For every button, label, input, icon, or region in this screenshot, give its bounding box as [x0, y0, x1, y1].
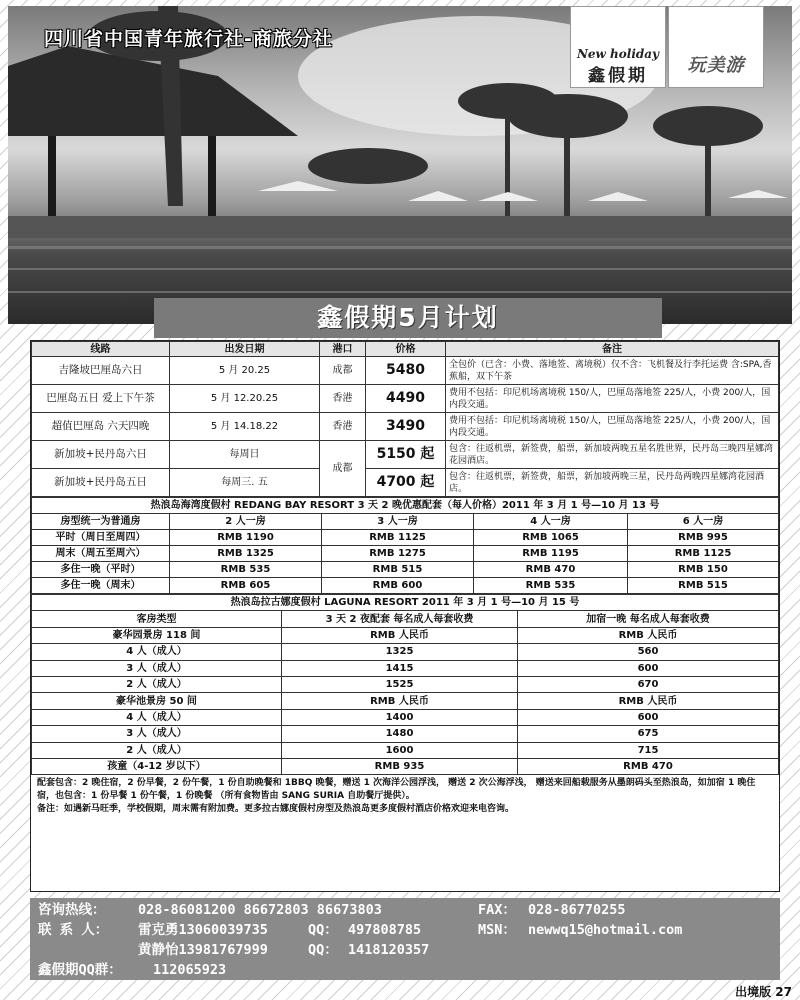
- column-header: 2 人一房: [170, 514, 322, 530]
- laguna-title: 热浪岛拉古娜度假村 LAGUNA RESORT 2011 年 3 月 1 号—10 月 15 号: [32, 595, 779, 611]
- table-cell: 670: [518, 676, 779, 692]
- table-cell: RMB 535: [170, 562, 322, 578]
- contact-person-row: [38, 920, 772, 940]
- table-cell: 4 人（成人）: [32, 709, 282, 725]
- price-cell: 4490: [366, 385, 446, 413]
- package-notes: [31, 775, 779, 818]
- table-cell: 1400: [282, 709, 518, 725]
- table-header-row: [32, 611, 779, 627]
- price-cell: 5480: [366, 357, 446, 385]
- table-cell: RMB 1190: [170, 530, 322, 546]
- table-cell: RMB 600: [322, 578, 474, 594]
- table-row: [32, 385, 779, 413]
- contact-person-row: [38, 940, 772, 960]
- dates-cell: 每周日: [170, 441, 320, 469]
- price-cell: 5150 起: [366, 441, 446, 469]
- table-cell: 1480: [282, 726, 518, 742]
- qq-label: QQ：: [308, 942, 338, 958]
- column-header: 价格: [366, 342, 446, 357]
- note-cell: 全包价（已含：小费、落地签、离境税）仅不含：飞机餐及行李托运费 含:SPA,香蕉船，双下午茶: [446, 357, 779, 385]
- table-row: [32, 627, 779, 643]
- plan-title-banner: 鑫假期5月计划: [154, 298, 662, 338]
- table-cell: 平时（周日至周四）: [32, 530, 170, 546]
- table-row: [32, 742, 779, 758]
- qq-group-number: 112065923: [153, 962, 227, 978]
- table-row: [32, 578, 779, 594]
- table-cell: RMB 935: [282, 758, 518, 774]
- table-cell: 600: [518, 660, 779, 676]
- route-cell: 吉隆坡巴厘岛六日: [32, 357, 170, 385]
- table-cell: RMB 995: [628, 530, 779, 546]
- dates-cell: 5 月 14.18.22: [170, 413, 320, 441]
- table-cell: 3 人（成人）: [32, 660, 282, 676]
- table-row: [32, 546, 779, 562]
- column-header: 3 人一房: [322, 514, 474, 530]
- table-cell: 多住一晚（平时）: [32, 562, 170, 578]
- msn-label: MSN：: [478, 922, 516, 938]
- content-frame: [30, 340, 780, 892]
- note-cell: 费用不包括：印尼机场离境税 150/人，巴厘岛落地签 225/人，小费 200/人，国内段交通。: [446, 385, 779, 413]
- table-cell: RMB 605: [170, 578, 322, 594]
- table-cell: 1325: [282, 644, 518, 660]
- table-cell: 1525: [282, 676, 518, 692]
- table-cell: RMB 515: [628, 578, 779, 594]
- column-header: 备注: [446, 342, 779, 357]
- table-cell: 2 人（成人）: [32, 742, 282, 758]
- table-cell: RMB 1125: [322, 530, 474, 546]
- qq-number: 497808785: [348, 922, 422, 938]
- table-cell: 1415: [282, 660, 518, 676]
- table-row: [32, 660, 779, 676]
- new-holiday-logo: [570, 6, 666, 88]
- column-header: 客房类型: [32, 611, 282, 627]
- table-cell: 715: [518, 742, 779, 758]
- column-header: 线路: [32, 342, 170, 357]
- route-cell: 新加坡+民丹岛五日: [32, 469, 170, 497]
- logo-english-text: New holiday: [576, 47, 660, 61]
- table-row: [32, 530, 779, 546]
- hotline-numbers: 028-86081200 86672803 86673803: [138, 902, 382, 918]
- table-cell: 4 人（成人）: [32, 644, 282, 660]
- fax-label: FAX：: [478, 902, 516, 918]
- table-cell: 2 人（成人）: [32, 676, 282, 692]
- table-cell: RMB 人民币: [518, 693, 779, 709]
- port-cell: 成都: [320, 357, 366, 385]
- column-header: 4 人一房: [474, 514, 628, 530]
- table-header-row: [32, 342, 779, 357]
- table-cell: RMB 1325: [170, 546, 322, 562]
- table-row: [32, 644, 779, 660]
- note-cell: 包含：往返机票，新签费，船票，新加坡两晚五星名胜世界，民丹岛三晚四星娜湾花园酒店。: [446, 441, 779, 469]
- table-cell: RMB 515: [322, 562, 474, 578]
- hotline-label: 咨询热线：: [38, 902, 106, 918]
- dates-cell: 5 月 12.20.25: [170, 385, 320, 413]
- table-cell: 560: [518, 644, 779, 660]
- table-row: [32, 562, 779, 578]
- redang-bay-title: 热浪岛海湾度假村 REDANG BAY RESORT 3 天 2 晚优惠配套（每人价格）2011 年 3 月 1 号—10 月 13 号: [32, 498, 779, 514]
- column-header: 出发日期: [170, 342, 320, 357]
- page-number: 出境版 27: [735, 985, 792, 999]
- port-cell: 成都: [320, 441, 366, 497]
- fax-number: 028-86770255: [528, 902, 626, 918]
- table-cell: RMB 人民币: [282, 627, 518, 643]
- logo-fun-text: 玩美游: [687, 55, 745, 76]
- table-cell: RMB 1065: [474, 530, 628, 546]
- dates-cell: 5 月 20.25: [170, 357, 320, 385]
- qq-label: QQ：: [308, 922, 338, 938]
- table-cell: 3 人（成人）: [32, 726, 282, 742]
- table-cell: RMB 535: [474, 578, 628, 594]
- hotline-row: [38, 900, 772, 920]
- table-cell: RMB 470: [474, 562, 628, 578]
- route-cell: 新加坡+民丹岛六日: [32, 441, 170, 469]
- column-header: 房型统一为普通房: [32, 514, 170, 530]
- column-header: 加宿一晚 每名成人每套收费: [518, 611, 779, 627]
- table-row: [32, 758, 779, 774]
- table-row: [32, 693, 779, 709]
- route-cell: 巴厘岛五日 爱上下午茶: [32, 385, 170, 413]
- msn-address[interactable]: newwq15@hotmail.com: [528, 922, 683, 938]
- contact-person-1: 雷克勇13060039735: [138, 922, 268, 938]
- table-cell: 多住一晚（周末）: [32, 578, 170, 594]
- tour-price-table: [31, 341, 779, 497]
- contact-block: [30, 898, 780, 980]
- laguna-resort-table: [31, 594, 779, 775]
- table-row: [32, 357, 779, 385]
- table-header-row: [32, 514, 779, 530]
- table-row: [32, 709, 779, 725]
- table-cell: 600: [518, 709, 779, 725]
- remark-text: 备注：如遇新马旺季，学校假期，周末需有附加费。更多拉古娜度假村房型及热浪岛更多度假村酒店价格欢迎来电咨询。: [37, 804, 515, 815]
- table-cell: 周末（周五至周六）: [32, 546, 170, 562]
- note-cell: 包含：往返机票，新签费，船票，新加坡两晚三星，民丹岛两晚四星娜湾花园酒店。: [446, 469, 779, 497]
- table-row: [32, 726, 779, 742]
- price-cell: 3490: [366, 413, 446, 441]
- table-cell: 豪华园景房 118 间: [32, 627, 282, 643]
- table-cell: RMB 1125: [628, 546, 779, 562]
- contact-person-2: 黄静怡13981767999: [138, 942, 268, 958]
- table-cell: RMB 人民币: [282, 693, 518, 709]
- table-row: [32, 413, 779, 441]
- qq-number: 1418120357: [348, 942, 430, 958]
- table-cell: 675: [518, 726, 779, 742]
- column-header: 3 天 2 夜配套 每名成人每套收费: [282, 611, 518, 627]
- table-cell: 豪华池景房 50 间: [32, 693, 282, 709]
- note-cell: 费用不包括：印尼机场离境税 150/人，巴厘岛落地签 225/人，小费 200/人，国内段交通。: [446, 413, 779, 441]
- table-row: [32, 469, 779, 497]
- table-row: [32, 676, 779, 692]
- table-cell: RMB 1275: [322, 546, 474, 562]
- price-cell: 4700 起: [366, 469, 446, 497]
- route-cell: 超值巴厘岛 六天四晚: [32, 413, 170, 441]
- fun-travel-logo: [668, 6, 764, 88]
- table-cell: RMB 人民币: [518, 627, 779, 643]
- table-cell: 孩童（4-12 岁以下）: [32, 758, 282, 774]
- qq-group-row: [38, 960, 772, 980]
- port-cell: 香港: [320, 413, 366, 441]
- agency-name: 四川省中国青年旅行社-商旅分社: [44, 28, 333, 50]
- table-cell: RMB 150: [628, 562, 779, 578]
- package-includes-text: 配套包含：2 晚住宿，2 份早餐，2 份午餐，1 份自助晚餐和 1BBQ 晚餐，赠送 1 次海洋公园浮浅， 赠送 2 次公海浮浅， 赠送来回船载服务从墨朗码头至热浪岛，如加宿 1 晚住宿，也包含：1 份早餐 1 份午餐，1 份晚餐 （所有食物皆由 SANG SURIA 自助餐厅提供）。: [37, 778, 756, 802]
- table-cell: 1600: [282, 742, 518, 758]
- hero-photo: [8, 6, 792, 324]
- column-header: 6 人一房: [628, 514, 779, 530]
- port-cell: 香港: [320, 385, 366, 413]
- redang-bay-table: [31, 497, 779, 594]
- dates-cell: 每周三. 五: [170, 469, 320, 497]
- qq-group-label: 鑫假期QQ群：: [38, 962, 122, 978]
- contact-label: 联 系 人：: [38, 922, 109, 938]
- column-header: 港口: [320, 342, 366, 357]
- table-cell: RMB 1195: [474, 546, 628, 562]
- table-row: [32, 441, 779, 469]
- table-cell: RMB 470: [518, 758, 779, 774]
- logo-chinese-text: 鑫假期: [588, 66, 648, 86]
